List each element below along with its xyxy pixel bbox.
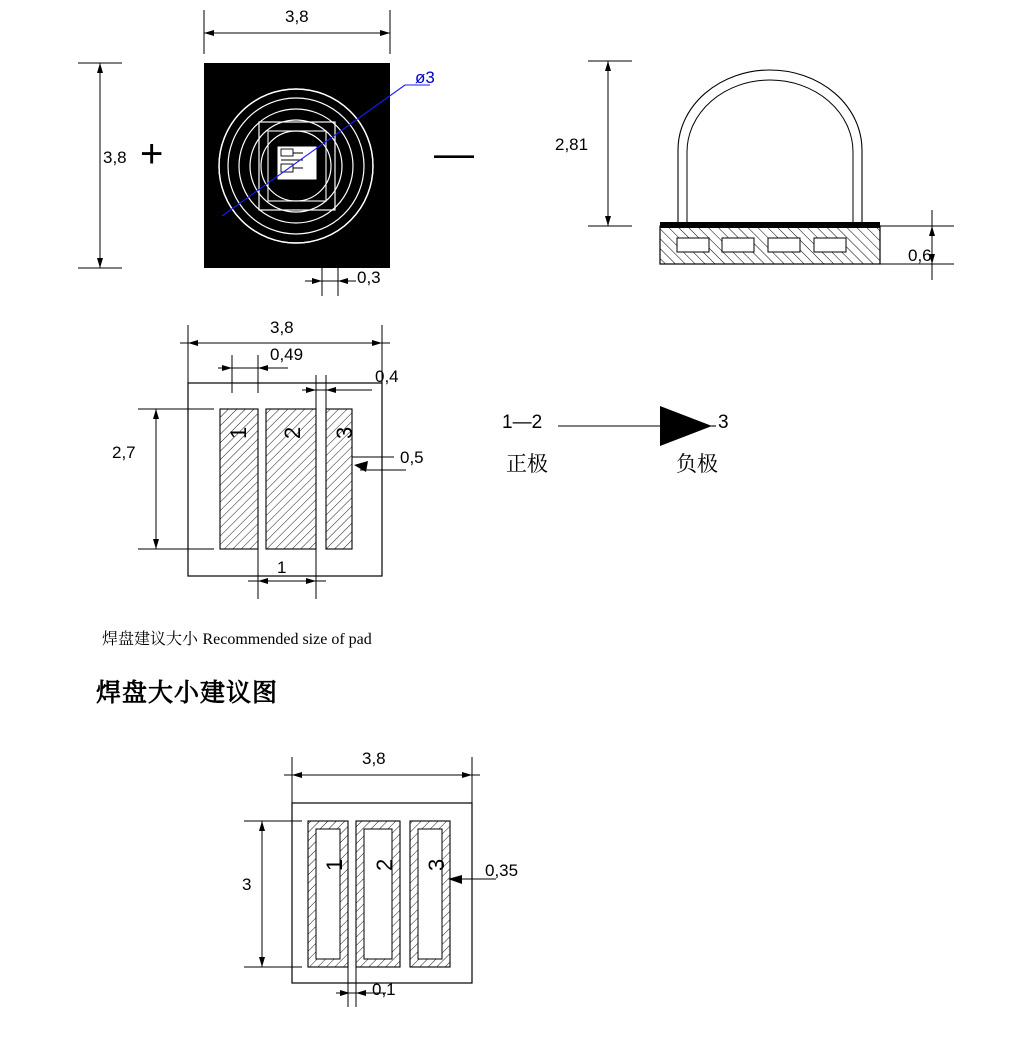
lens-diameter-label: ø3 [415, 68, 435, 87]
rec-pad-right-label: 0,35 [485, 861, 519, 880]
pad-edge-label: 0,5 [400, 448, 424, 467]
pad-caption-en: Recommended size of pad [202, 631, 372, 648]
rec-pad-bottom-label: 0,1 [372, 980, 396, 999]
polarity-diagram [480, 400, 780, 490]
top-view [0, 0, 500, 310]
pad-width-label: 0,49 [270, 345, 304, 364]
pad-caption [102, 626, 372, 649]
cathode-pin-label: 3 [718, 412, 729, 433]
section-title: 焊盘大小建议图 [96, 678, 279, 707]
side-view-height-label: 2,81 [555, 135, 589, 154]
pad-layout-view [110, 315, 543, 605]
anode-pins-label: 1—2 [502, 412, 543, 433]
top-view-graphic [0, 0, 500, 310]
top-view-width-label: 3,8 [285, 7, 309, 26]
side-view [555, 40, 1000, 300]
pad-height-label: 2,7 [112, 443, 136, 462]
pad-center-label: 1 [277, 558, 287, 577]
top-view-height-label: 3,8 [103, 148, 127, 167]
rec-pad-number-2: 2 [372, 858, 397, 871]
pad-number-1: 1 [226, 426, 251, 439]
pad-caption-cn: 焊盘建议大小 [102, 629, 199, 648]
side-view-graphic [560, 40, 1000, 300]
pad-number-2: 2 [280, 426, 305, 439]
cathode-label-cn: 负极 [676, 452, 718, 476]
side-view-base-label: 0,6 [908, 246, 932, 265]
cathode-minus-symbol: — [434, 132, 474, 176]
rec-pad-number-3: 3 [424, 858, 449, 871]
rec-pad-width-label: 3,8 [362, 749, 386, 768]
recommended-pad-view [200, 745, 660, 1035]
anode-label-cn: 正极 [506, 452, 548, 476]
pad-number-3: 3 [332, 426, 357, 439]
anode-plus-symbol: + [140, 132, 164, 176]
pad-layout-graphic [110, 315, 543, 605]
pad-gap-label: 0,4 [375, 367, 399, 386]
top-view-offset-label: 0,3 [357, 268, 381, 287]
recommended-pad-graphic [200, 745, 660, 1035]
rec-pad-height-label: 3 [242, 875, 252, 894]
pad-layout-width-label: 3,8 [270, 318, 294, 337]
rec-pad-number-1: 1 [322, 858, 347, 871]
